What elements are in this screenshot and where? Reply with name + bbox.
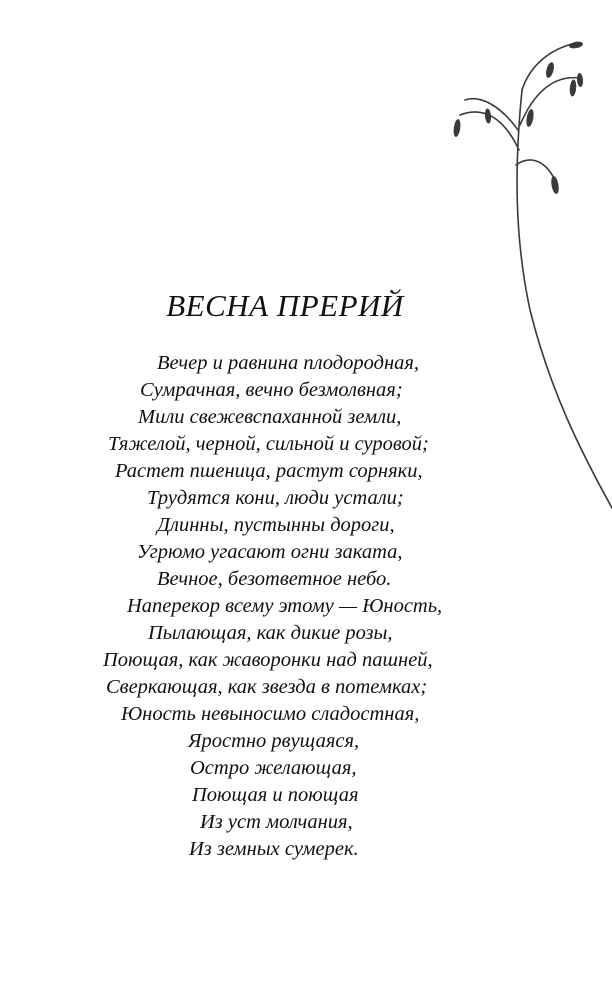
poem-line: Поющая, как жаворонки над пашней, [103, 649, 433, 671]
poem-line: Растет пшеница, растут сорняки, [115, 460, 423, 482]
poem-line: Вечное, безответное небо. [157, 568, 392, 590]
poem-line: Юность невыносимо сладостная, [121, 703, 420, 725]
poem-line: Поющая и поющая [192, 784, 359, 806]
poem-line: Длинны, пустынны дороги, [157, 514, 395, 536]
poem-line: Трудятся кони, люди устали; [147, 487, 404, 509]
poem-line: Мили свежевспаханной земли, [138, 406, 402, 428]
poem-line: Тяжелой, черной, сильной и суровой; [108, 433, 429, 455]
poem-line: Угрюмо угасают огни заката, [137, 541, 403, 563]
poem-line: Остро желающая, [190, 757, 357, 779]
poem-line: Пылающая, как дикие розы, [148, 622, 393, 644]
grass-stem-icon [430, 30, 612, 530]
poem-line: Наперекор всему этому — Юность, [127, 595, 443, 617]
poem-line: Сверкающая, как звезда в потемках; [106, 676, 428, 698]
poem-line: Яростно рвущаяся, [188, 730, 360, 752]
poem-line: Вечер и равнина плодородная, [157, 352, 420, 374]
poem-line: Из земных сумерек. [189, 838, 359, 860]
poem-title: ВЕСНА ПРЕРИЙ [166, 288, 404, 323]
poem-line: Из уст молчания, [200, 811, 353, 833]
poem-line: Сумрачная, вечно безмолвная; [140, 379, 403, 401]
